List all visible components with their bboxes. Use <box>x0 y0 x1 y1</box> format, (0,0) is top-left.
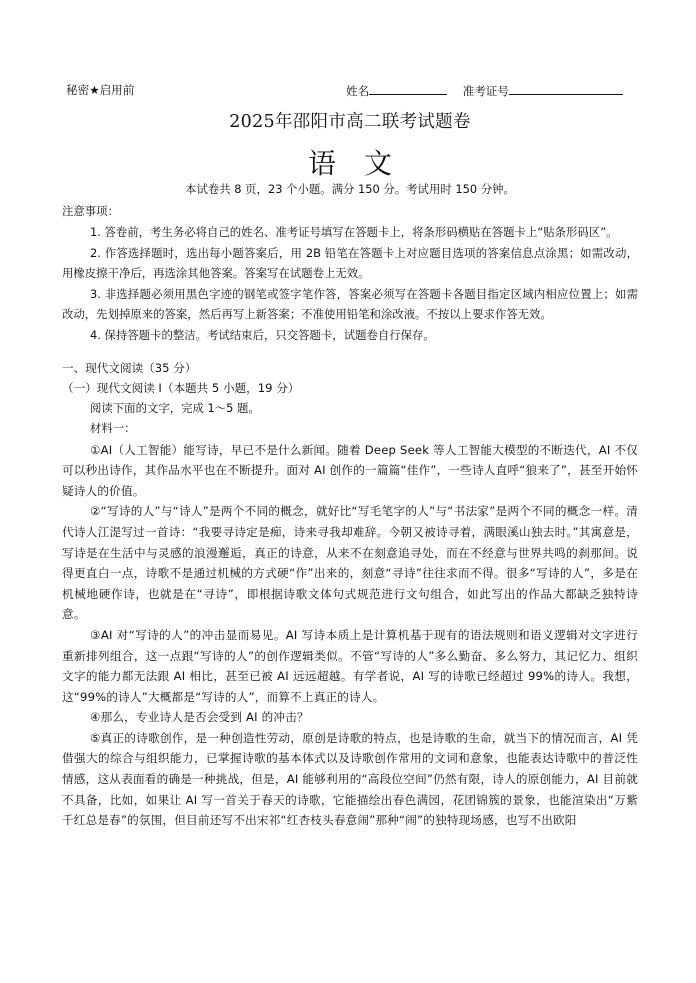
exam-id-blank[interactable] <box>509 82 623 95</box>
paragraph: ②“写诗的人”与“诗人”是两个不同的概念，就好比“写毛笔字的人”与“书法家”是两个不同的概念一样。清代诗人江湜写过一首诗：“我要寻诗定是痴，诗来寻我却难辞。今朝又被诗寻着，满眼溪山独去时。”其寓意是，写诗是在生活中与灵感的浪漫邂逅，真正的诗意，从来不在刻意追寻处，而在不经意与世界共鸣的刹那间。说得更直白一点，诗歌不是通过机械的方式硬“作”出来的，刻意“寻诗”往往求而不得。很多“写诗的人”，多是在机械地硬作诗，也就是在“寻诗”，即根据诗歌文体句式规范进行文句组合，如此写出的作品大都缺乏独特诗意。 <box>62 504 638 622</box>
paragraph: ①AI（人工智能）能写诗，早已不是什么新闻。随着 Deep Seek 等人工智能大模型的不断迭代，AI 不仅可以秒出诗作，其作品水平也在不断提升。面对 AI 创作的一篇篇“佳作”，一些诗人直呼“狼来了”，甚至开始怀疑诗人的价值。 <box>62 442 638 498</box>
exam-page <box>62 82 638 831</box>
subsection-heading: （一）现代文阅读 Ⅰ（本题共 5 小题，19 分） <box>62 380 300 395</box>
notice-item: 1. 答卷前，考生务必将自己的姓名、准考证号填写在答题卡上，将条形码横贴在答题卡上“贴条形码区”。 <box>90 225 618 239</box>
section-heading: 一、现代文阅读（35 分） <box>62 360 197 375</box>
name-blank[interactable] <box>369 82 447 95</box>
paragraph: ⑤真正的诗歌创作，是一种创造性劳动，原创是诗歌的特点，也是诗歌的生命，就当下的情况而言，AI 凭借强大的综合与组织能力，已掌握诗歌的基本体式以及诗歌创作常用的文词和意象，也能表达诗歌中的普泛性情感，这从表面看的确是一种挑战，但是，AI 能够利用的“高段位空间”仍然有限，诗人的原创能力，AI 目前就不具备，比如，如果让 AI 写一首关于春天的诗歌，它能描绘出春色满园，花团锦簇的景象，也能渲染出“万紫千红总是春”的氛围，但目前还写不出宋祁“红杏枝头春意闹”那种“闹”的独特现场感，也写不出欧阳 <box>62 730 638 828</box>
paragraph: ③AI 对“写诗的人”的冲击显而易见。AI 写诗本质上是计算机基于现有的语法规则和语义逻辑对文字进行重新排列组合，这一点跟“写诗的人”的创作逻辑类似。不管“写诗的人”多么勤奋、多么努力，其记忆力、组织文字的能力都无法跟 AI 相比，甚至已被 AI 远远超越。有学者说，AI 写的诗歌已经超过 99%的诗人。我想，这“99%的诗人”大概都是“写诗的人”，而算不上真正的诗人。 <box>62 627 638 704</box>
paragraph: ④那么，专业诗人是否会受到 AI 的冲击？ <box>90 710 309 725</box>
header-row <box>62 82 638 102</box>
name-label: 姓名 <box>346 84 370 98</box>
secret-label: 秘密★启用前 <box>66 83 135 97</box>
subject-title: 语文 <box>307 147 420 180</box>
exam-info: 本试卷共 8 页，23 个小题。满分 150 分。考试用时 150 分钟。 <box>185 182 515 196</box>
notice-item: 4. 保持答题卡的整洁。考试结束后，只交答题卡，试题卷自行保存。 <box>90 327 435 342</box>
notice-item: 2. 作答选择题时，选出每小题答案后，用 2B 铅笔在答题卡上对应题目选项的答案信息点涂黑；如需改动，用橡皮擦干净后，再选涂其他答案。答案写在试题卷上无效。 <box>62 245 638 281</box>
exam-id-label: 准考证号 <box>462 84 509 98</box>
candidate-info <box>346 82 623 99</box>
notice-item: 3. 非选择题必须用黑色字迹的钢笔或签字笔作答，答案必须写在答题卡各题目指定区域内相应位置上；如需改动，先划掉原来的答案，然后再写上新答案；不准使用铅笔和涂改液。不按以上要求作答无效。 <box>62 286 638 322</box>
instruction: 阅读下面的文字，完成 1～5 题。 <box>90 400 260 415</box>
notice-heading: 注意事项： <box>62 204 119 218</box>
material-label: 材料一： <box>90 420 136 435</box>
exam-title: 2025年邵阳市高二联考试题卷 <box>229 112 471 132</box>
